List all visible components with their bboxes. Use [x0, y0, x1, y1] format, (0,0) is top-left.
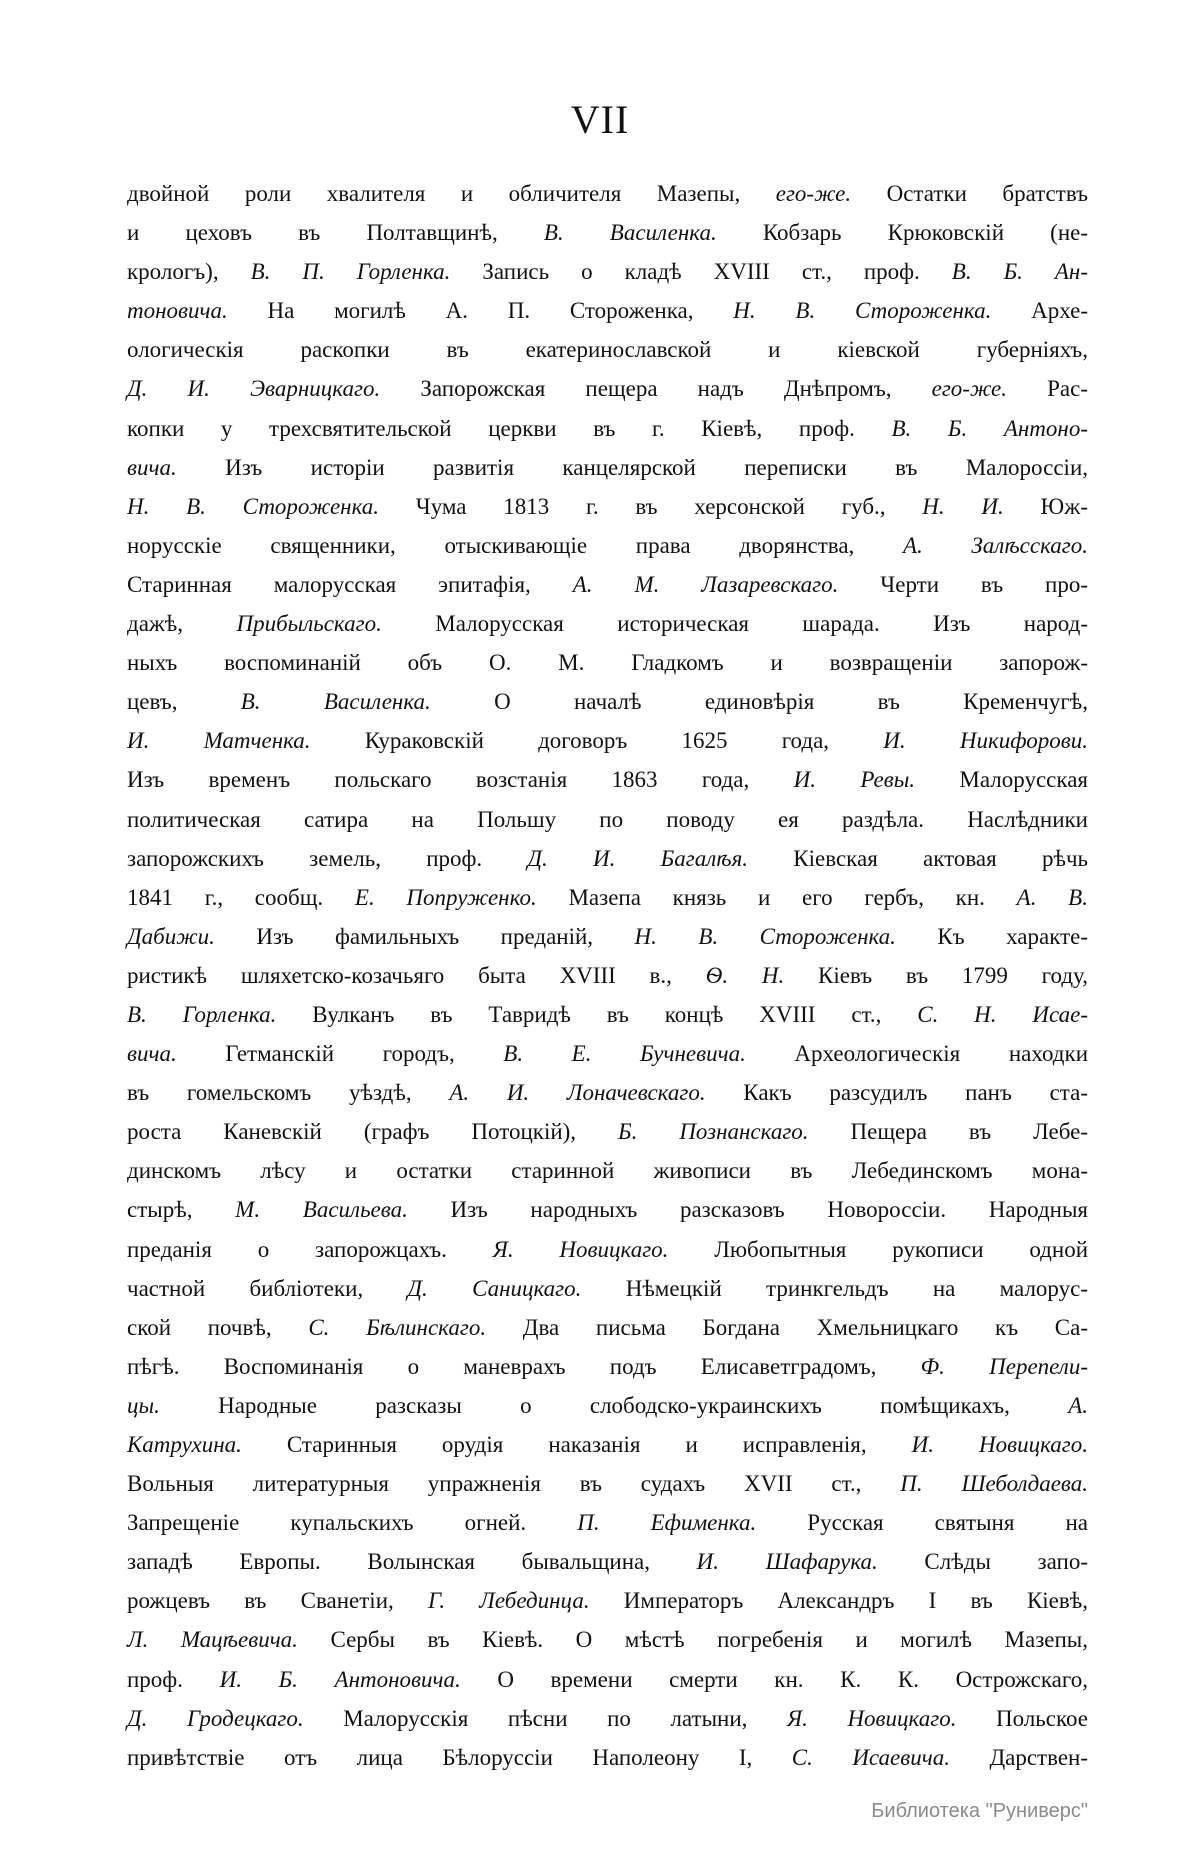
author-citation: Ѳ. Н. — [705, 962, 785, 988]
text-segment: Кураковскій договоръ 1625 года, — [310, 728, 884, 754]
text-line — [127, 643, 1088, 682]
text-line — [127, 878, 1088, 917]
text-line — [127, 291, 1088, 330]
author-citation: А. Залѣсскаго. — [902, 532, 1088, 558]
text-line — [127, 604, 1088, 643]
author-citation: Н. В. Стороженка. — [634, 923, 896, 949]
text-line — [127, 330, 1088, 369]
text-segment: преданія о запорожцахъ. — [127, 1236, 493, 1262]
text-segment: Изъ народныхъ разсказовъ Новороссіи. Народныя — [407, 1197, 1089, 1223]
text-segment: цевъ, — [127, 689, 241, 715]
text-segment: динскомъ лѣсу и остатки старинной живописи въ Лебединскомъ мона- — [127, 1158, 1088, 1184]
author-citation: Н. В. Стороженка. — [127, 493, 380, 519]
text-line — [127, 1660, 1088, 1699]
text-segment: запорожскихъ земель, проф. — [127, 845, 528, 871]
text-segment: Сербы въ Кіевѣ. О мѣстѣ погребенія и могилѣ Мазепы, — [297, 1627, 1088, 1653]
text-segment: политическая сатира на Польшу по поводу ея раздѣла. Наслѣдники — [127, 806, 1088, 832]
text-segment: ской почвѣ, — [127, 1314, 309, 1340]
text-segment: На могилѣ А. П. Стороженка, — [227, 298, 734, 324]
text-line — [127, 526, 1088, 565]
text-line — [127, 1112, 1088, 1151]
text-line — [127, 174, 1088, 213]
text-segment: двойной роли хвалителя и обличителя Мазепы, — [127, 181, 776, 206]
text-segment: ристикѣ шляхетско-козачьяго быта XVIII в., — [127, 962, 706, 988]
text-segment: Черти въ про- — [838, 571, 1088, 597]
text-line — [127, 409, 1088, 448]
text-line — [127, 213, 1088, 252]
text-segment: Малорусская историческая шарада. Изъ народ- — [381, 611, 1088, 637]
author-citation: И. Ревы. — [793, 767, 916, 793]
text-segment: рожцевъ въ Сванетіи, — [127, 1588, 428, 1614]
text-segment: частной библіотеки, — [127, 1275, 408, 1301]
author-citation: Б. Познанскаго. — [618, 1119, 809, 1145]
text-segment: Рас- — [1007, 376, 1088, 402]
text-line — [127, 1151, 1088, 1190]
text-segment: Дарствен- — [949, 1744, 1089, 1770]
text-segment: Запрещеніе купальскихъ огней. — [127, 1510, 578, 1536]
author-citation: И. Шафарука. — [696, 1549, 878, 1575]
text-segment: Императоръ Александръ I въ Кіевѣ, — [589, 1588, 1088, 1614]
text-line — [127, 1347, 1088, 1386]
text-segment: пѣгѣ. Воспоминанія о маневрахъ подъ Елисаветградомъ, — [127, 1353, 921, 1379]
author-citation: Ф. Перепели- — [920, 1353, 1088, 1379]
text-line — [127, 252, 1088, 291]
text-segment: Кобзарь Крюковскій (не- — [716, 220, 1088, 246]
author-citation: Д. И. Багалѣя. — [527, 845, 749, 871]
text-line — [127, 760, 1088, 799]
author-citation: вича. — [127, 454, 177, 480]
text-segment: дажѣ, — [127, 611, 237, 637]
author-citation: Д. Гродецкаго. — [127, 1705, 304, 1731]
text-segment: Юж- — [1003, 493, 1088, 519]
text-segment: въ гомельскомъ уѣздѣ, — [127, 1080, 450, 1106]
text-line — [127, 682, 1088, 721]
author-citation: Катрухина. — [127, 1432, 242, 1457]
text-segment: роста Каневскій (графъ Потоцкій), — [127, 1119, 619, 1145]
text-segment: Русская святыня на — [756, 1510, 1088, 1536]
text-segment: стырѣ, — [127, 1197, 236, 1223]
text-line — [127, 1190, 1088, 1229]
author-citation: П. Шеболдаева. — [900, 1471, 1088, 1497]
author-citation: В. Б. Ан- — [951, 259, 1089, 285]
text-segment: привѣтствіе отъ лица Бѣлоруссіи Наполеону I, — [127, 1744, 792, 1770]
text-line — [127, 1542, 1088, 1581]
text-segment: Вольныя литературныя упражненія въ судахъ XVII ст., — [127, 1471, 901, 1497]
author-citation: цы. — [127, 1392, 160, 1418]
text-line — [127, 487, 1088, 526]
text-line — [127, 1073, 1088, 1112]
author-citation: В. П. Горленка. — [250, 259, 451, 285]
author-citation: его-же. — [931, 376, 1007, 402]
author-citation: И. Б. Антоновича. — [219, 1666, 461, 1692]
text-segment: Изъ фамильныхъ преданій, — [214, 923, 635, 949]
text-segment: Кіевъ въ 1799 году, — [784, 962, 1088, 988]
library-watermark: Библиотека "Руниверс" — [871, 1800, 1088, 1822]
author-citation: С. Исаевича. — [791, 1744, 950, 1770]
author-citation: А. — [1068, 1392, 1088, 1418]
text-segment: Къ характе- — [895, 923, 1088, 949]
text-segment: Запорожская пещера надъ Днѣпромъ, — [380, 376, 932, 402]
text-segment: Остатки братствъ — [851, 181, 1088, 206]
text-segment: Какъ разсудилъ панъ ста- — [705, 1080, 1089, 1106]
text-line — [127, 995, 1088, 1034]
text-line — [127, 369, 1088, 408]
text-line — [127, 1386, 1088, 1425]
text-line — [127, 800, 1088, 839]
text-segment: Мазепа князь и его гербъ, кн. — [536, 884, 1017, 910]
text-line — [127, 1503, 1088, 1542]
text-line — [127, 1738, 1088, 1777]
page-number: VII — [570, 97, 630, 142]
text-line — [127, 1269, 1088, 1308]
text-segment: Пещера въ Лебе- — [808, 1119, 1089, 1145]
text-segment: проф. — [127, 1666, 220, 1692]
text-segment: Слѣды запо- — [877, 1549, 1088, 1575]
text-line — [127, 839, 1088, 878]
text-line — [127, 1620, 1088, 1659]
author-citation: Д. И. Эварницкаго. — [127, 376, 381, 402]
text-segment: О началѣ единовѣрія въ Кременчугѣ, — [430, 689, 1088, 715]
text-segment: копки у трехсвятительской церкви въ г. Кіевѣ, проф. — [127, 415, 892, 441]
author-citation: Дабижи. — [127, 923, 215, 949]
text-segment: Малорусскія пѣсни по латыни, — [303, 1705, 787, 1731]
text-line — [127, 1308, 1088, 1347]
text-segment: Кіевская актовая рѣчь — [748, 845, 1088, 871]
author-citation: А. М. Лазаревскаго. — [572, 571, 839, 597]
text-segment: норусскіе священники, отыскивающіе права дворянства, — [127, 532, 903, 558]
text-segment: ныхъ воспоминаній объ О. М. Гладкомъ и возвращеніи запорож- — [127, 650, 1088, 676]
text-line — [127, 917, 1088, 956]
text-segment: ологическія раскопки въ екатеринославской и кіевской губерніяхъ, — [127, 337, 1088, 363]
text-line — [127, 1581, 1088, 1620]
author-citation: Н. И. — [922, 493, 1004, 519]
text-line — [127, 1464, 1088, 1503]
author-citation: М. Васильева. — [235, 1197, 408, 1223]
text-segment: Архе- — [991, 298, 1089, 324]
author-citation: Д. Саницкаго. — [407, 1275, 582, 1301]
author-citation: В. Е. Бучневича. — [503, 1041, 746, 1067]
author-citation: Прибыльскаго. — [236, 611, 382, 637]
text-segment: Старинная малорусская эпитафія, — [127, 571, 573, 597]
author-citation: Н. В. Стороженка. — [733, 298, 992, 324]
text-segment: Запись о кладѣ XVIII ст., проф. — [450, 259, 952, 285]
text-segment: Народные разсказы о слободско-украинскихъ помѣщикахъ, — [159, 1392, 1069, 1418]
text-segment: Старинныя орудія наказанія и исправленія, — [241, 1432, 912, 1457]
text-segment: Любопытныя рукописи одной — [668, 1236, 1089, 1262]
author-citation: П. Ефименка. — [577, 1510, 757, 1536]
body-text — [127, 174, 1088, 1777]
text-line — [127, 721, 1088, 760]
author-citation: вича. — [127, 1041, 177, 1067]
author-citation: В. Василенка. — [240, 689, 431, 715]
text-line — [127, 1230, 1088, 1269]
text-segment: Нѣмецкій тринкгельдъ на малорус- — [581, 1275, 1088, 1301]
author-citation: Г. Лебединца. — [427, 1588, 590, 1614]
author-citation: И. Новицкаго. — [911, 1432, 1088, 1457]
text-segment: и цеховъ въ Полтавщинѣ, — [127, 220, 544, 246]
text-segment: Малорусская — [915, 767, 1088, 793]
author-citation: С. Бѣлинскаго. — [308, 1314, 487, 1340]
author-citation: В. Василенка. — [543, 220, 717, 246]
author-citation: его-же. — [775, 181, 852, 206]
text-segment: Изъ временъ польскаго возстанія 1863 года, — [127, 767, 794, 793]
author-citation: Л. Мацѣевича. — [127, 1627, 298, 1653]
author-citation: тоновича. — [127, 298, 228, 324]
text-segment: Вулканъ въ Тавридѣ въ концѣ XVIII ст., — [276, 1001, 918, 1027]
author-citation: В. Горленка. — [127, 1001, 277, 1027]
text-segment: Чума 1813 г. въ херсонской губ., — [379, 493, 923, 519]
text-segment: О времени смерти кн. К. К. Острожскаго, — [460, 1666, 1088, 1692]
text-segment: крологъ), — [127, 259, 251, 285]
author-citation: В. Б. Антоно- — [891, 415, 1088, 441]
text-line — [127, 1425, 1088, 1464]
author-citation: А. И. Лоначевскаго. — [449, 1080, 706, 1106]
text-segment: Гетманскій городъ, — [176, 1041, 504, 1067]
text-segment: Археологическія находки — [745, 1041, 1088, 1067]
author-citation: Я. Новицкаго. — [787, 1705, 957, 1731]
author-citation: А. В. — [1016, 884, 1088, 910]
text-line — [127, 448, 1088, 487]
author-citation: И. Матченка. — [127, 728, 311, 754]
text-segment: Польское — [956, 1705, 1089, 1731]
author-citation: И. Никифорови. — [883, 728, 1088, 754]
author-citation: Е. Попруженко. — [354, 884, 537, 910]
text-line — [127, 1699, 1088, 1738]
text-segment: Два письма Богдана Хмельницкаго къ Са- — [486, 1314, 1089, 1340]
text-line — [127, 565, 1088, 604]
text-segment: Изъ исторіи развитія канцелярской переписки въ Малороссіи, — [176, 454, 1088, 480]
text-line — [127, 956, 1088, 995]
author-citation: С. Н. Исае- — [917, 1001, 1089, 1027]
text-line — [127, 1034, 1088, 1073]
text-segment: 1841 г., сообщ. — [127, 884, 355, 910]
author-citation: Я. Новицкаго. — [492, 1236, 669, 1262]
text-segment: западѣ Европы. Волынская бывальщина, — [127, 1549, 697, 1575]
